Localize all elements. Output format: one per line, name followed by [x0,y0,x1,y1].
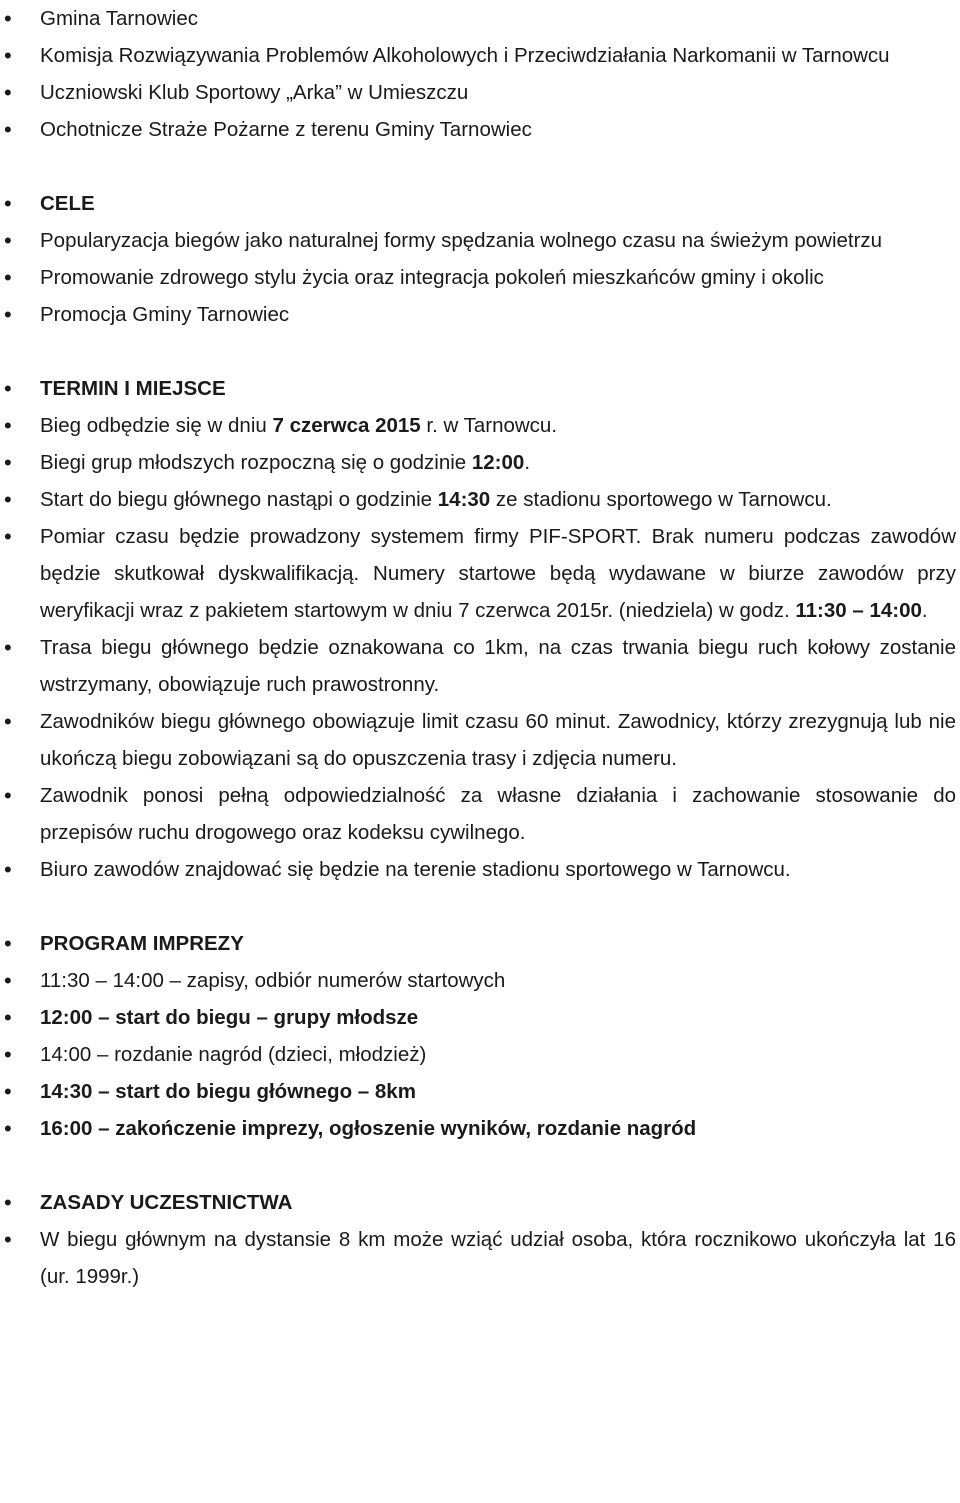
organizers-list [0,0,960,148]
zasady-section [0,1184,960,1295]
section-heading-termin: • TERMIN I MIEJSCE [0,370,960,407]
termin-item-bieg: • Bieg odbędzie się w dniu 7 czerwca 2015 r. w Tarnowcu. [0,407,960,444]
program-item: • 11:30 – 14:00 – zapisy, odbiór numerów startowych [0,962,960,999]
program-item: • 14:00 – rozdanie nagród (dzieci, młodzież) [0,1036,960,1073]
section-heading-zasady: • ZASADY UCZESTNICTWA [0,1184,960,1221]
program-item: • 16:00 – zakończenie imprezy, ogłoszenie wyników, rozdanie nagród [0,1110,960,1147]
program-item: • 14:30 – start do biegu głównego – 8km [0,1073,960,1110]
cele-item: • Promocja Gminy Tarnowiec [0,296,960,333]
termin-item-pomiar: • Pomiar czasu będzie prowadzony systemem firmy PIF-SPORT. Brak numeru podczas zawodów będzie skutkował dyskwalifikacją. Numery startowe będą wydawane w biurze zawodów przy weryfikacji wraz z pakietem startowym w dniu 7 czerwca 2015r. (niedziela) w godz. 11:30 – 14:00. [0,518,960,629]
cele-item: • Promowanie zdrowego stylu życia oraz integracja pokoleń mieszkańców gminy i okolic [0,259,960,296]
termin-item-start: • Start do biegu głównego nastąpi o godzinie 14:30 ze stadionu sportowego w Tarnowcu. [0,481,960,518]
termin-item-odpowiedzialnosc: • Zawodnik ponosi pełną odpowiedzialność za własne działania i zachowanie stosowanie do przepisów ruchu drogowego oraz kodeksu cywilnego. [0,777,960,851]
section-gap [0,888,960,925]
termin-item-mlodsze: • Biegi grup młodszych rozpoczną się o godzinie 12:00. [0,444,960,481]
cele-item: • Popularyzacja biegów jako naturalnej formy spędzania wolnego czasu na świeżym powietrzu [0,222,960,259]
organizer-item: • Gmina Tarnowiec [0,0,960,37]
program-section [0,925,960,1147]
termin-item-biuro: • Biuro zawodów znajdować się będzie na terenie stadionu sportowego w Tarnowcu. [0,851,960,888]
termin-section [0,370,960,888]
section-gap [0,333,960,370]
cele-section [0,185,960,333]
termin-item-limit: • Zawodników biegu głównego obowiązuje limit czasu 60 minut. Zawodnicy, którzy zrezygnują lub nie ukończą biegu zobowiązani są do opuszczenia trasy i zdjęcia numeru. [0,703,960,777]
section-heading-cele: • CELE [0,185,960,222]
section-gap [0,1147,960,1184]
section-gap [0,148,960,185]
organizer-item: • Uczniowski Klub Sportowy „Arka” w Umieszczu [0,74,960,111]
termin-item-trasa: • Trasa biegu głównego będzie oznakowana co 1km, na czas trwania biegu ruch kołowy zostanie wstrzymany, obowiązuje ruch prawostronny. [0,629,960,703]
program-item: • 12:00 – start do biegu – grupy młodsze [0,999,960,1036]
section-heading-program: • PROGRAM IMPREZY [0,925,960,962]
organizer-item: • Ochotnicze Straże Pożarne z terenu Gminy Tarnowiec [0,111,960,148]
zasady-item: • W biegu głównym na dystansie 8 km może wziąć udział osoba, która rocznikowo ukończyła lat 16 (ur. 1999r.) [0,1221,960,1295]
organizer-item: • Komisja Rozwiązywania Problemów Alkoholowych i Przeciwdziałania Narkomanii w Tarnowcu [0,37,960,74]
